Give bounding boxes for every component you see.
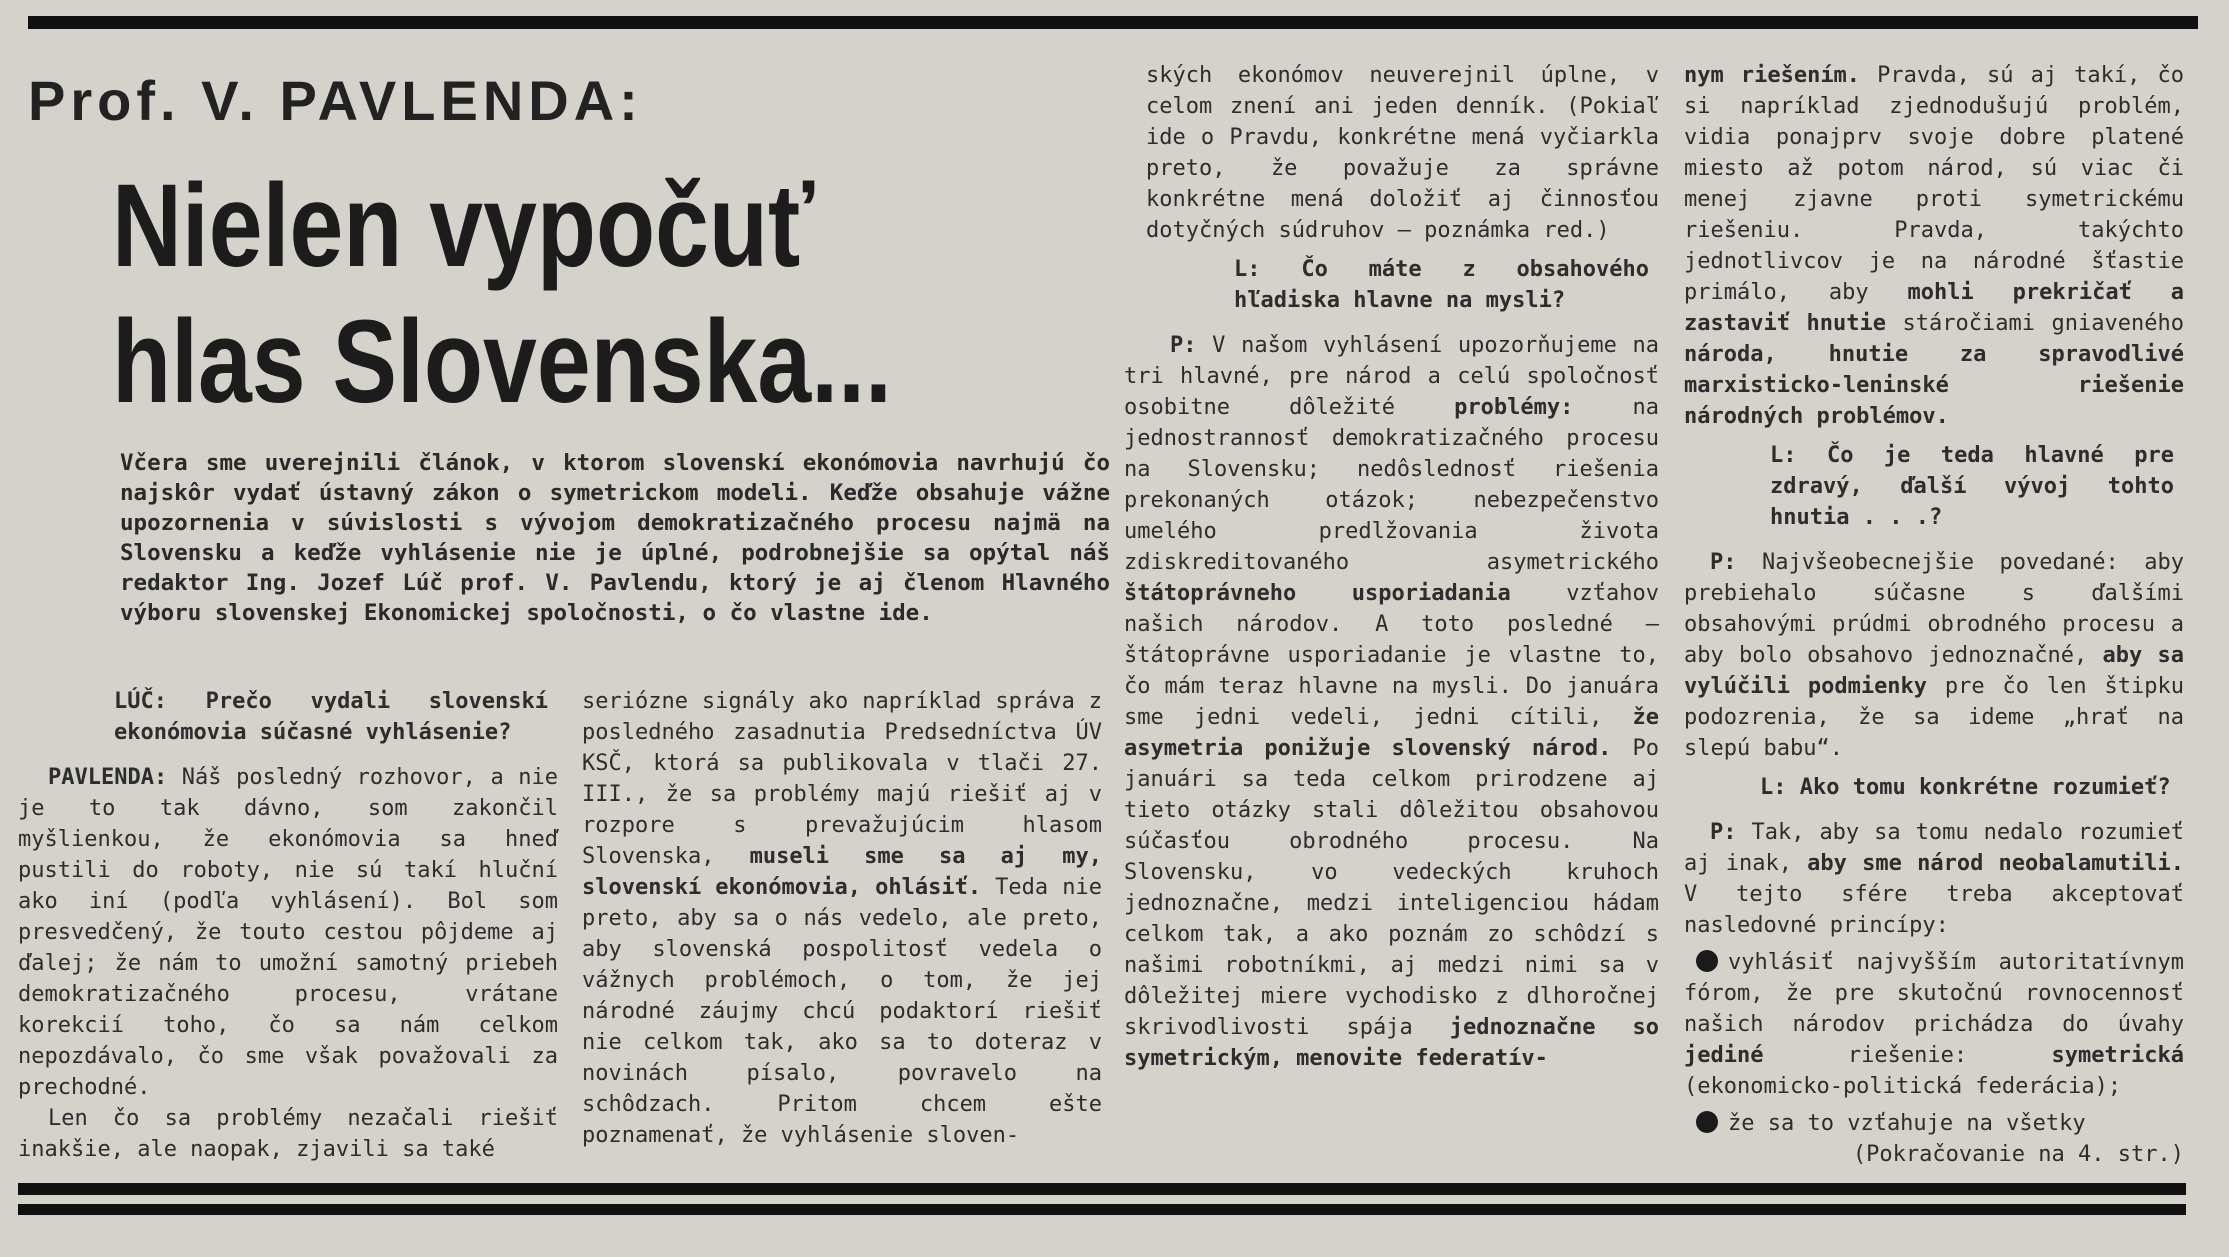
bullet-item-2 [1684,1108,2184,1139]
column-rule [18,1183,2186,1195]
col4-text-1: Pravda, sú aj takí, čo si napríklad zjednodušujú problém, vidia ponajprv svoje dobre platené miesto až potom národ, sú viac či menej zjavne proti symetrickému riešeniu. Pravda, takýchto jednotlivcov je na národné šťastie primálo, aby [1684,63,2185,305]
col4-p2-text-2: V tejto sfére treba akceptovať nasledovné princípy: [1684,882,2184,938]
column-3 [1124,60,1659,1140]
question-2: L: Čo máte z obsahového hľadiska hlavne na mysli? [1234,257,1649,313]
lead-paragraph: Včera sme uverejnili článok, v ktorom slovenskí ekonómovia navrhujú čo najskôr vydať ústavný zákon o symetrickom modeli. Keďže obsahuje vážne upozornenia v súvislosti s vývojom demokratizačného procesu najmä na Slovensku a keďže vyhlásenie nie je úplné, podrobnejšie sa opýtal náš redaktor Ing. Jozef Lúč prof. V. Pavlendu, ktorý je aj členom Hlavného výboru slovenskej Ekonomickej spoločnosti, o čo vlastne ide. [120,450,1110,626]
bullet-1-text: vyhlásiť najvyšším autoritatívnym fórom, že pre skutočnú rovnocennosť našich národov prichádza do úvahy [1684,950,2184,1037]
col4-text-2: stáročiami gniaveného [1885,311,2184,336]
col3-bold-3: štátoprávneho usporiadania [1124,581,1511,606]
col3-text-2: V našom vyhlásení upozorňujeme na tri hlavné, pre národ a celú spoločnosť osobitne dôležité [1124,333,1659,420]
col3-bold-4: že asymetria ponižuje slovenský národ. [1124,705,1659,761]
bullet-1-text-2: riešenie: [1763,1043,2052,1068]
bullet-icon [1696,950,1718,972]
col4-bold-3: národa, hnutie za spravodlivé marxisticko-leninské riešenie národných problémov. [1684,342,2184,429]
answer-2: Len čo sa problémy nezačali riešiť inakšie, ale naopak, zjavili sa také [18,1106,558,1162]
bullet-item-1 [1684,947,2184,1102]
col2-text-1: seriózne signály ako napríklad správa z posledného zasadnutia Predsedníctva ÚV KSČ, ktorá sa publikovala v tlači 27. III., že sa problémy majú riešiť aj v rozpore s prevažujúcim hlasom Slovenska, [582,689,1102,869]
col3-text-4: vzťahov našich národov. A toto posledné — štátoprávne usporiadanie je vlastne to, čo mám teraz hlavne na mysli. Do januára sme jedni vedeli, jedni cítili, [1124,581,1659,730]
answer-1-text: Náš posledný rozhovor, a nie je to tak dávno, som zakončil myšlienkou, že ekonómovia sa hneď pustili do roboty, nie sú takí hluční ako iní (podľa vyhlásení). Bol som presvedčený, že touto cestou pôjdeme aj ďalej; že nám to umožní samotný priebeh demokratizačného procesu, vrátane korekcií toho, čo sa nám celkom nepozdávalo, čo sme však považovali za prechodné. [18,765,558,1100]
col4-bold-1: nym riešením. [1684,63,1861,88]
question-3: L: Čo je teda hlavné pre zdravý, ďalší vývoj tohto hnutia . . .? [1770,443,2174,530]
headline [112,158,892,430]
bottom-rule [18,1204,2186,1215]
col4-p2-text: Tak, aby sa tomu nedalo rozumieť aj inak, [1684,820,2184,876]
question-1: LÚČ: Prečo vydali slovenskí ekonómovia súčasné vyhlásenie? [114,689,548,745]
continuation-note: (Pokračovanie na 4. str.) [1852,1142,2184,1167]
col3-bold-2: problémy: [1454,395,1574,420]
col4-p1-text-2: pre čo len štipku podozrenia, že sa ideme „hrať na slepú babu“. [1684,674,2184,761]
col2-paragraph [582,686,1102,1151]
col3-bold-5: jednoznačne so symetrickým, menovite federatív- [1124,1015,1659,1071]
col4-paragraph-1 [1684,60,2184,432]
col4-answer-2 [1684,817,2184,941]
col4-answer-1 [1684,547,2184,764]
headline-line-1: Nielen vypočuť [112,160,815,292]
col4-bold-2: mohli prekričať a zastaviť hnutie [1684,280,2185,336]
bullet-1-text-3: (ekonomicko-politická federácia); [1684,1074,2122,1099]
kicker: Prof. V. PAVLENDA: [28,69,643,132]
bullet-1-bold: jediné [1684,1043,1764,1068]
col3-answer [1124,330,1659,1074]
col3-text-5: Po januári sa teda celkom prirodzene aj tieto otázky stali dôležitou obsahovou súčasťou obrodného procesu. Na Slovensku, vo vedeckých kruhoch jednoznačne, medzi inteligenciou hádam celkom tak, a ako poznám zo schôdzí s našimi robotníkmi, aj medzi nimi sa v dôležitej miere vychodisko z dlhoročnej skrivodlivosti spája [1124,736,1659,1040]
col4-p1-text: Najvšeobecnejšie povedané: aby prebiehalo súčasne s ďalšími obsahovými prúdmi obrodného procesu a aby bolo obsahovo jednoznačné, [1684,550,2184,668]
headline-line-2: hlas Slovenska... [112,296,892,428]
column-1 [18,686,558,1170]
answer-1 [18,762,558,1103]
col3-editor-note: ských ekonómov neuverejnil úplne, v celom znení ani jeden denník. (Pokiaľ ide o Pravdu, konkrétne mená vyčiarkla preto, že považuje za správne konkrétne mená doložiť aj činnosťou dotyčných súdruhov — poznámka red.) [1146,63,1659,243]
col2-text-2: Teda nie preto, aby sa o nás vedelo, ale preto, aby slovenská pospolitosť vedela o vážnych problémoch, o tom, že jej národné záujmy chcú podaktorí riešiť nie celkom tak, ako sa to doteraz v novinách písalo, povravelo na schôdzach. Pritom chcem ešte poznamenať, že vyhlásenie sloven- [582,875,1102,1148]
speaker-p-2: P: [1710,550,1737,575]
col3-text-3: na jednostrannosť demokratizačného procesu na Slovensku; nedôslednosť riešenia prekonaných otázok; nebezpečenstvo umelého predlžovania života zdiskreditovaného asymetrického [1124,395,1659,575]
column-2 [582,686,1102,1170]
speaker-p: P: [1170,333,1197,358]
top-rule [28,16,2198,29]
bullet-icon [1696,1111,1718,1133]
speaker-pavlenda: PAVLENDA: [48,765,168,790]
col2-bold-1: museli sme sa aj my, slovenskí ekonómovia, ohlásiť. [582,844,1102,900]
question-4: L: Ako tomu konkrétne rozumieť? [1760,775,2171,800]
col4-p1-bold: aby sa vylúčili podmienky [1684,643,2184,699]
bullet-1-bold-2: symetrická [2051,1043,2184,1068]
bullet-2-text: že sa to vzťahuje na všetky [1728,1111,2086,1136]
col4-p2-bold: aby sme národ neobalamutili. [1807,851,2184,876]
speaker-p-3: P: [1710,820,1737,845]
column-4 [1684,60,2185,1167]
